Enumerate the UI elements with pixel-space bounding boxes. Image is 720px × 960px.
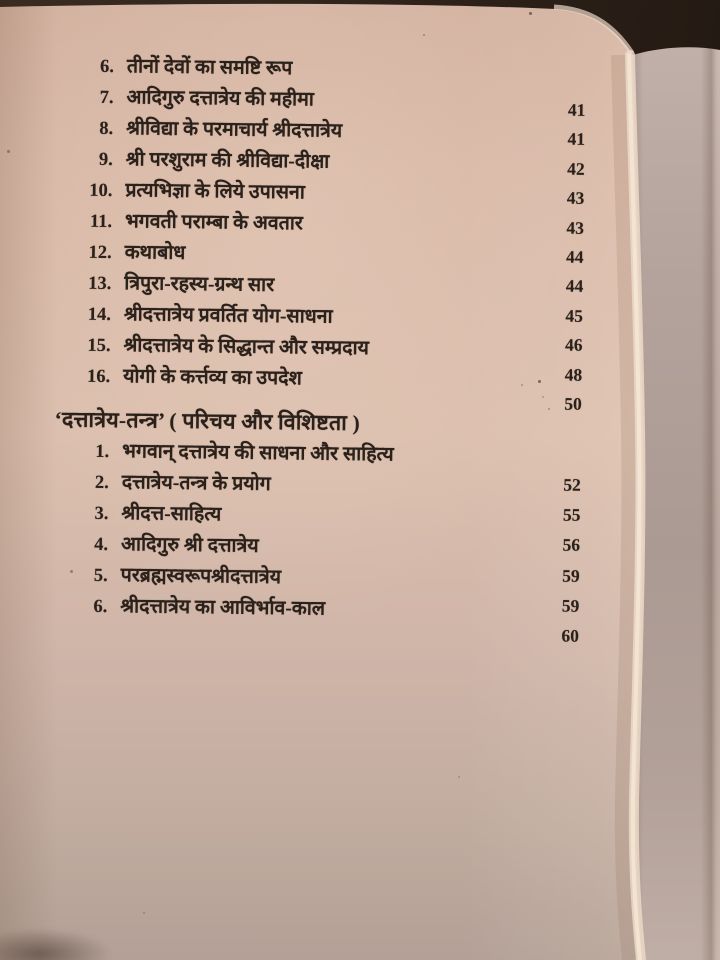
page-number: 55 [562, 504, 581, 525]
page-number: 43 [566, 187, 585, 208]
item-number: 6. [93, 596, 108, 618]
speck [542, 396, 544, 398]
speck [458, 776, 460, 778]
item-title: दत्तात्रेय-तन्त्र के प्रयोग [121, 472, 271, 495]
item-number: 2. [94, 472, 109, 494]
toc-item-row [57, 268, 274, 301]
page-number: 60 [561, 625, 580, 646]
item-title: श्रीदत्तात्रेय का आविर्भाव-काल [120, 596, 326, 620]
item-title: भगवान् दत्तात्रेय की साधना और साहित्य [122, 441, 394, 466]
item-title: श्रीदत्तात्रेय के सिद्धान्त और सम्प्रदाय [123, 335, 370, 360]
item-number: 10. [89, 180, 113, 202]
toc-item-row [53, 591, 325, 624]
item-number: 14. [87, 304, 112, 326]
speck [529, 12, 532, 15]
page-number: 59 [561, 595, 580, 616]
page-number: 50 [564, 393, 582, 414]
toc-item-row [54, 560, 282, 593]
item-title: आदिगुरु श्री दत्तात्रेय [120, 534, 259, 557]
item-number: 5. [93, 565, 108, 587]
item-number: 12. [88, 242, 112, 264]
item-number: 6. [99, 56, 115, 78]
toc-item-row [59, 82, 314, 115]
toc-item-row [58, 206, 303, 239]
item-number: 9. [98, 149, 113, 171]
toc-item-row [59, 113, 342, 146]
item-title: परब्रह्मस्वरूपश्रीदत्तात्रेय [120, 565, 282, 589]
item-title: आदिगुरु दत्तात्रेय की महीमा [126, 87, 315, 111]
item-title: श्रीविद्या के परमाचार्य श्रीदत्तात्रेय [126, 118, 343, 142]
toc-item-row [56, 361, 302, 394]
page-number: 56 [562, 534, 581, 556]
corner-smudge [0, 928, 112, 960]
page-number: 48 [564, 364, 583, 385]
speck [538, 380, 541, 383]
speck [143, 912, 145, 914]
item-number: 15. [87, 335, 111, 357]
item-title: प्रत्यभिज्ञा के लिये उपासना [125, 180, 305, 204]
speck [521, 384, 523, 386]
item-title: योगी के कर्त्तव्य का उपदेश [123, 366, 302, 390]
page-number: 59 [562, 565, 580, 586]
toc-item-row [57, 299, 333, 332]
page-number: 52 [563, 474, 581, 495]
toc-item-row [58, 175, 305, 208]
item-title: तीनों देवों का समष्टि रूप [126, 56, 293, 80]
item-title: श्रीदत्त-साहित्य [121, 503, 222, 526]
item-number: 7. [99, 87, 114, 109]
item-number: 11. [89, 211, 113, 233]
item-number: 8. [99, 118, 114, 140]
page-number: 44 [566, 246, 584, 267]
page-number: 42 [567, 158, 585, 179]
toc-item-row [55, 467, 271, 500]
page-number: 41 [567, 99, 586, 120]
item-number: 13. [88, 273, 112, 295]
page-number: 46 [564, 334, 583, 355]
page-number: 41 [567, 128, 586, 150]
item-title: कथाबोध [124, 242, 186, 264]
toc-item-row [55, 436, 394, 470]
item-title: श्री परशुराम की श्रीविद्या-दीक्षा [125, 149, 330, 173]
item-title: त्रिपुरा-रहस्य-ग्रन्थ सार [124, 273, 275, 297]
page-number: 45 [565, 305, 584, 326]
page-number: 43 [566, 217, 585, 238]
toc-item-row [56, 330, 369, 364]
item-title: श्रीदत्तात्रेय प्रवर्तित योग-साधना [123, 304, 333, 328]
item-number: 16. [86, 366, 111, 388]
item-number: 4. [94, 534, 109, 556]
toc-item-row [54, 529, 259, 561]
section-heading: ‘दत्तात्रेय-तन्त्र’ ( परिचय और विशिष्टता ) [54, 407, 361, 436]
speck [548, 408, 550, 410]
speck [7, 150, 10, 153]
speck [423, 34, 425, 36]
toc-item-row [59, 144, 330, 177]
speck [70, 570, 73, 573]
item-number: 3. [94, 503, 109, 525]
page-number: 44 [565, 275, 584, 297]
toc-item-row [54, 498, 221, 530]
toc-item-row [57, 237, 185, 269]
item-number: 1. [95, 441, 110, 463]
toc-item-row [60, 51, 293, 84]
item-title: भगवती पराम्बा के अवतार [124, 211, 303, 235]
